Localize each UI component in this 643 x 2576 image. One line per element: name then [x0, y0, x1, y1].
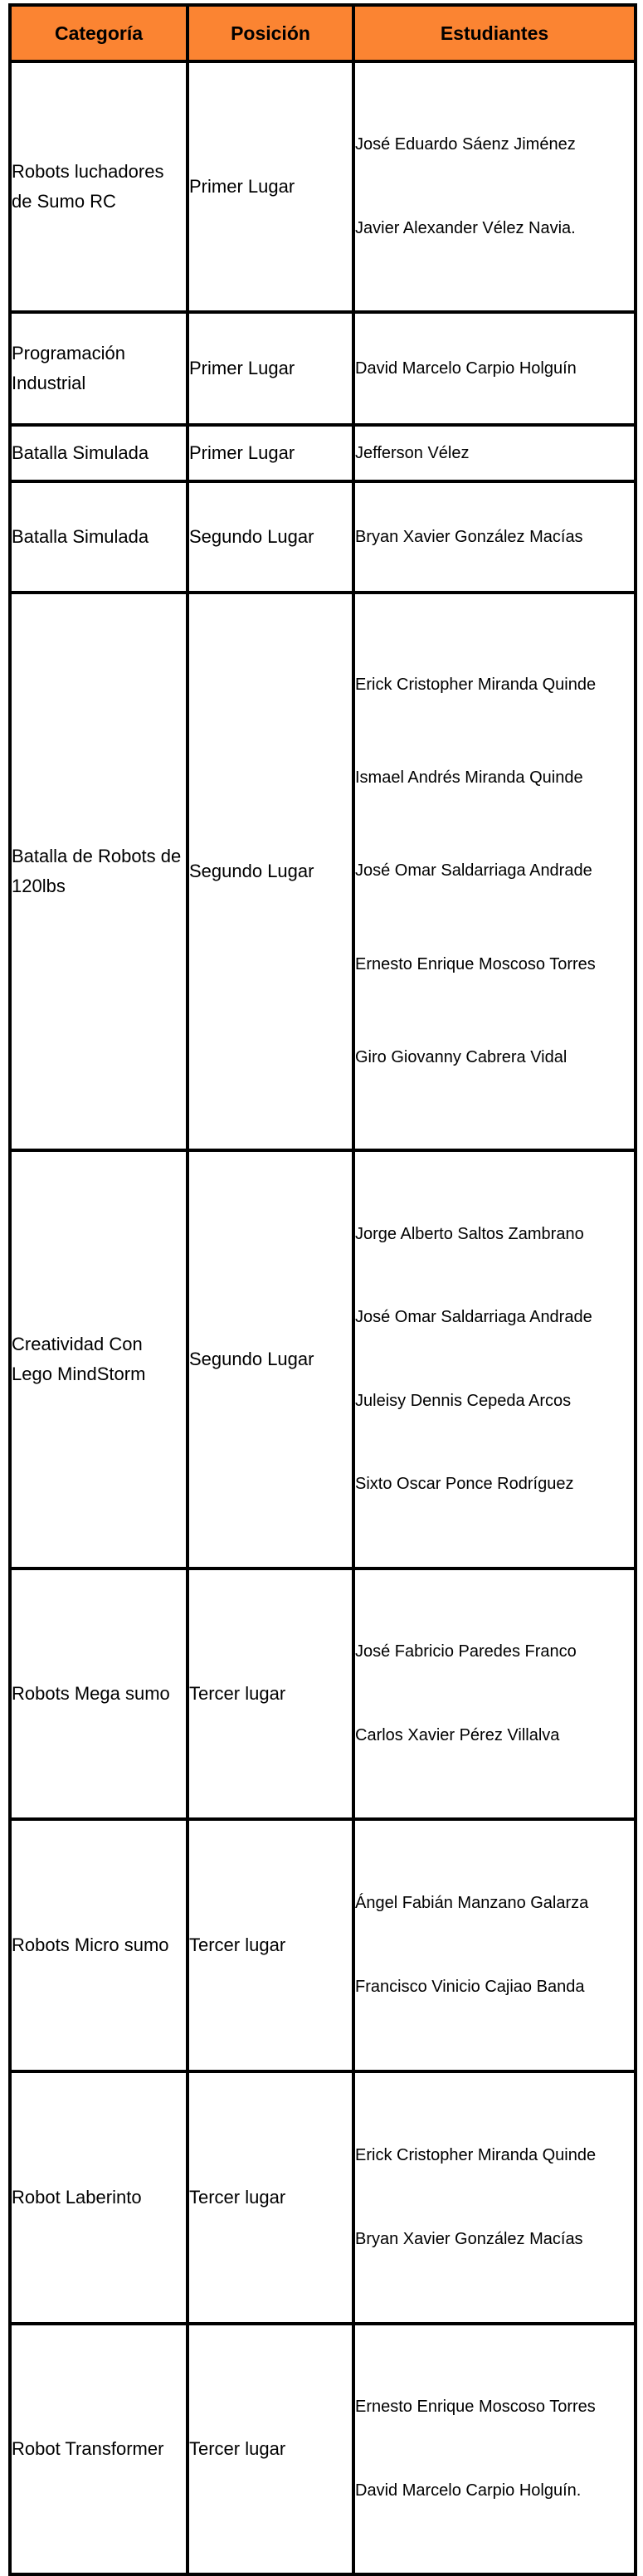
position-cell: Segundo Lugar	[188, 481, 353, 593]
student-name: Bryan Xavier González Macías	[355, 2230, 583, 2248]
student-name: Jorge Alberto Saltos Zambrano	[355, 1224, 584, 1243]
category-cell: Programación Industrial	[10, 312, 188, 425]
student-name: Sixto Oscar Ponce Rodríguez	[355, 1475, 574, 1494]
student-name: Javier Alexander Vélez Navia.	[355, 219, 576, 237]
student-name: Erick Cristopher Miranda Quinde	[355, 676, 597, 695]
category-cell: Creatividad Con Lego MindStorm	[10, 1150, 188, 1569]
student-list	[355, 524, 634, 551]
student-list	[355, 2337, 634, 2561]
category-cell: Robots Micro sumo	[10, 1819, 188, 2071]
student-name: Jefferson Vélez	[355, 443, 470, 462]
category-cell: Batalla Simulada	[10, 425, 188, 481]
student-name: José Omar Saldarriaga Andrade	[355, 861, 592, 881]
students-cell	[353, 1569, 636, 1819]
table-row	[10, 481, 636, 593]
student-name: Giro Giovanny Cabrera Vidal	[355, 1047, 567, 1066]
awards-table	[8, 3, 637, 2576]
student-name: Ernesto Enrique Moscoso Torres	[355, 954, 596, 973]
table-header-row	[10, 5, 636, 61]
students-cell	[353, 593, 636, 1150]
position-cell: Primer Lugar	[188, 425, 353, 481]
table-row	[10, 1150, 636, 1569]
position-cell: Primer Lugar	[188, 312, 353, 425]
table-row	[10, 1569, 636, 1819]
students-cell	[353, 1819, 636, 2071]
students-cell	[353, 481, 636, 593]
category-cell: Robots luchadores de Sumo RC	[10, 61, 188, 312]
student-name: José Omar Saldarriaga Andrade	[355, 1308, 592, 1327]
table-row	[10, 2071, 636, 2324]
student-list	[355, 606, 634, 1137]
student-list	[355, 2086, 634, 2310]
students-cell	[353, 425, 636, 481]
students-cell	[353, 61, 636, 312]
header-students: Estudiantes	[353, 5, 636, 61]
table-row	[10, 425, 636, 481]
table-body	[10, 61, 636, 2574]
student-list	[355, 440, 634, 467]
students-cell	[353, 312, 636, 425]
student-name: Francisco Vinicio Cajiao Banda	[355, 1978, 585, 1996]
awards-table-container	[8, 3, 637, 2576]
student-name: Juleisy Dennis Cepeda Arcos	[355, 1391, 572, 1410]
table-row	[10, 312, 636, 425]
table-row	[10, 1819, 636, 2071]
students-cell	[353, 2071, 636, 2324]
category-cell: Robot Transformer	[10, 2324, 188, 2574]
student-list	[355, 1164, 634, 1554]
student-name: David Marcelo Carpio Holguín.	[355, 2481, 582, 2500]
student-list	[355, 75, 634, 299]
student-list	[355, 355, 634, 383]
position-cell: Tercer lugar	[188, 1819, 353, 2071]
student-name: David Marcelo Carpio Holguín	[355, 359, 577, 378]
position-cell: Tercer lugar	[188, 2071, 353, 2324]
position-cell: Tercer lugar	[188, 2324, 353, 2574]
student-name: Erick Cristopher Miranda Quinde	[355, 2146, 597, 2164]
student-name: Ismael Andrés Miranda Quinde	[355, 768, 583, 788]
category-cell: Batalla de Robots de 120lbs	[10, 593, 188, 1150]
table-row	[10, 593, 636, 1150]
position-cell: Segundo Lugar	[188, 593, 353, 1150]
table-row	[10, 61, 636, 312]
students-cell	[353, 1150, 636, 1569]
student-name: Carlos Xavier Pérez Villalva	[355, 1726, 560, 1744]
header-position: Posición	[188, 5, 353, 61]
student-list	[355, 1582, 634, 1806]
table-row	[10, 2324, 636, 2574]
category-cell: Robot Laberinto	[10, 2071, 188, 2324]
student-name: Ernesto Enrique Moscoso Torres	[355, 2398, 596, 2416]
header-category: Categoría	[10, 5, 188, 61]
student-name: José Eduardo Sáenz Jiménez	[355, 135, 576, 154]
student-list	[355, 1833, 634, 2057]
position-cell: Segundo Lugar	[188, 1150, 353, 1569]
category-cell: Batalla Simulada	[10, 481, 188, 593]
students-cell	[353, 2324, 636, 2574]
student-name: Ángel Fabián Manzano Galarza	[355, 1894, 589, 1912]
position-cell: Tercer lugar	[188, 1569, 353, 1819]
student-name: Bryan Xavier González Macías	[355, 527, 583, 546]
position-cell: Primer Lugar	[188, 61, 353, 312]
student-name: José Fabricio Paredes Franco	[355, 1642, 577, 1661]
category-cell: Robots Mega sumo	[10, 1569, 188, 1819]
